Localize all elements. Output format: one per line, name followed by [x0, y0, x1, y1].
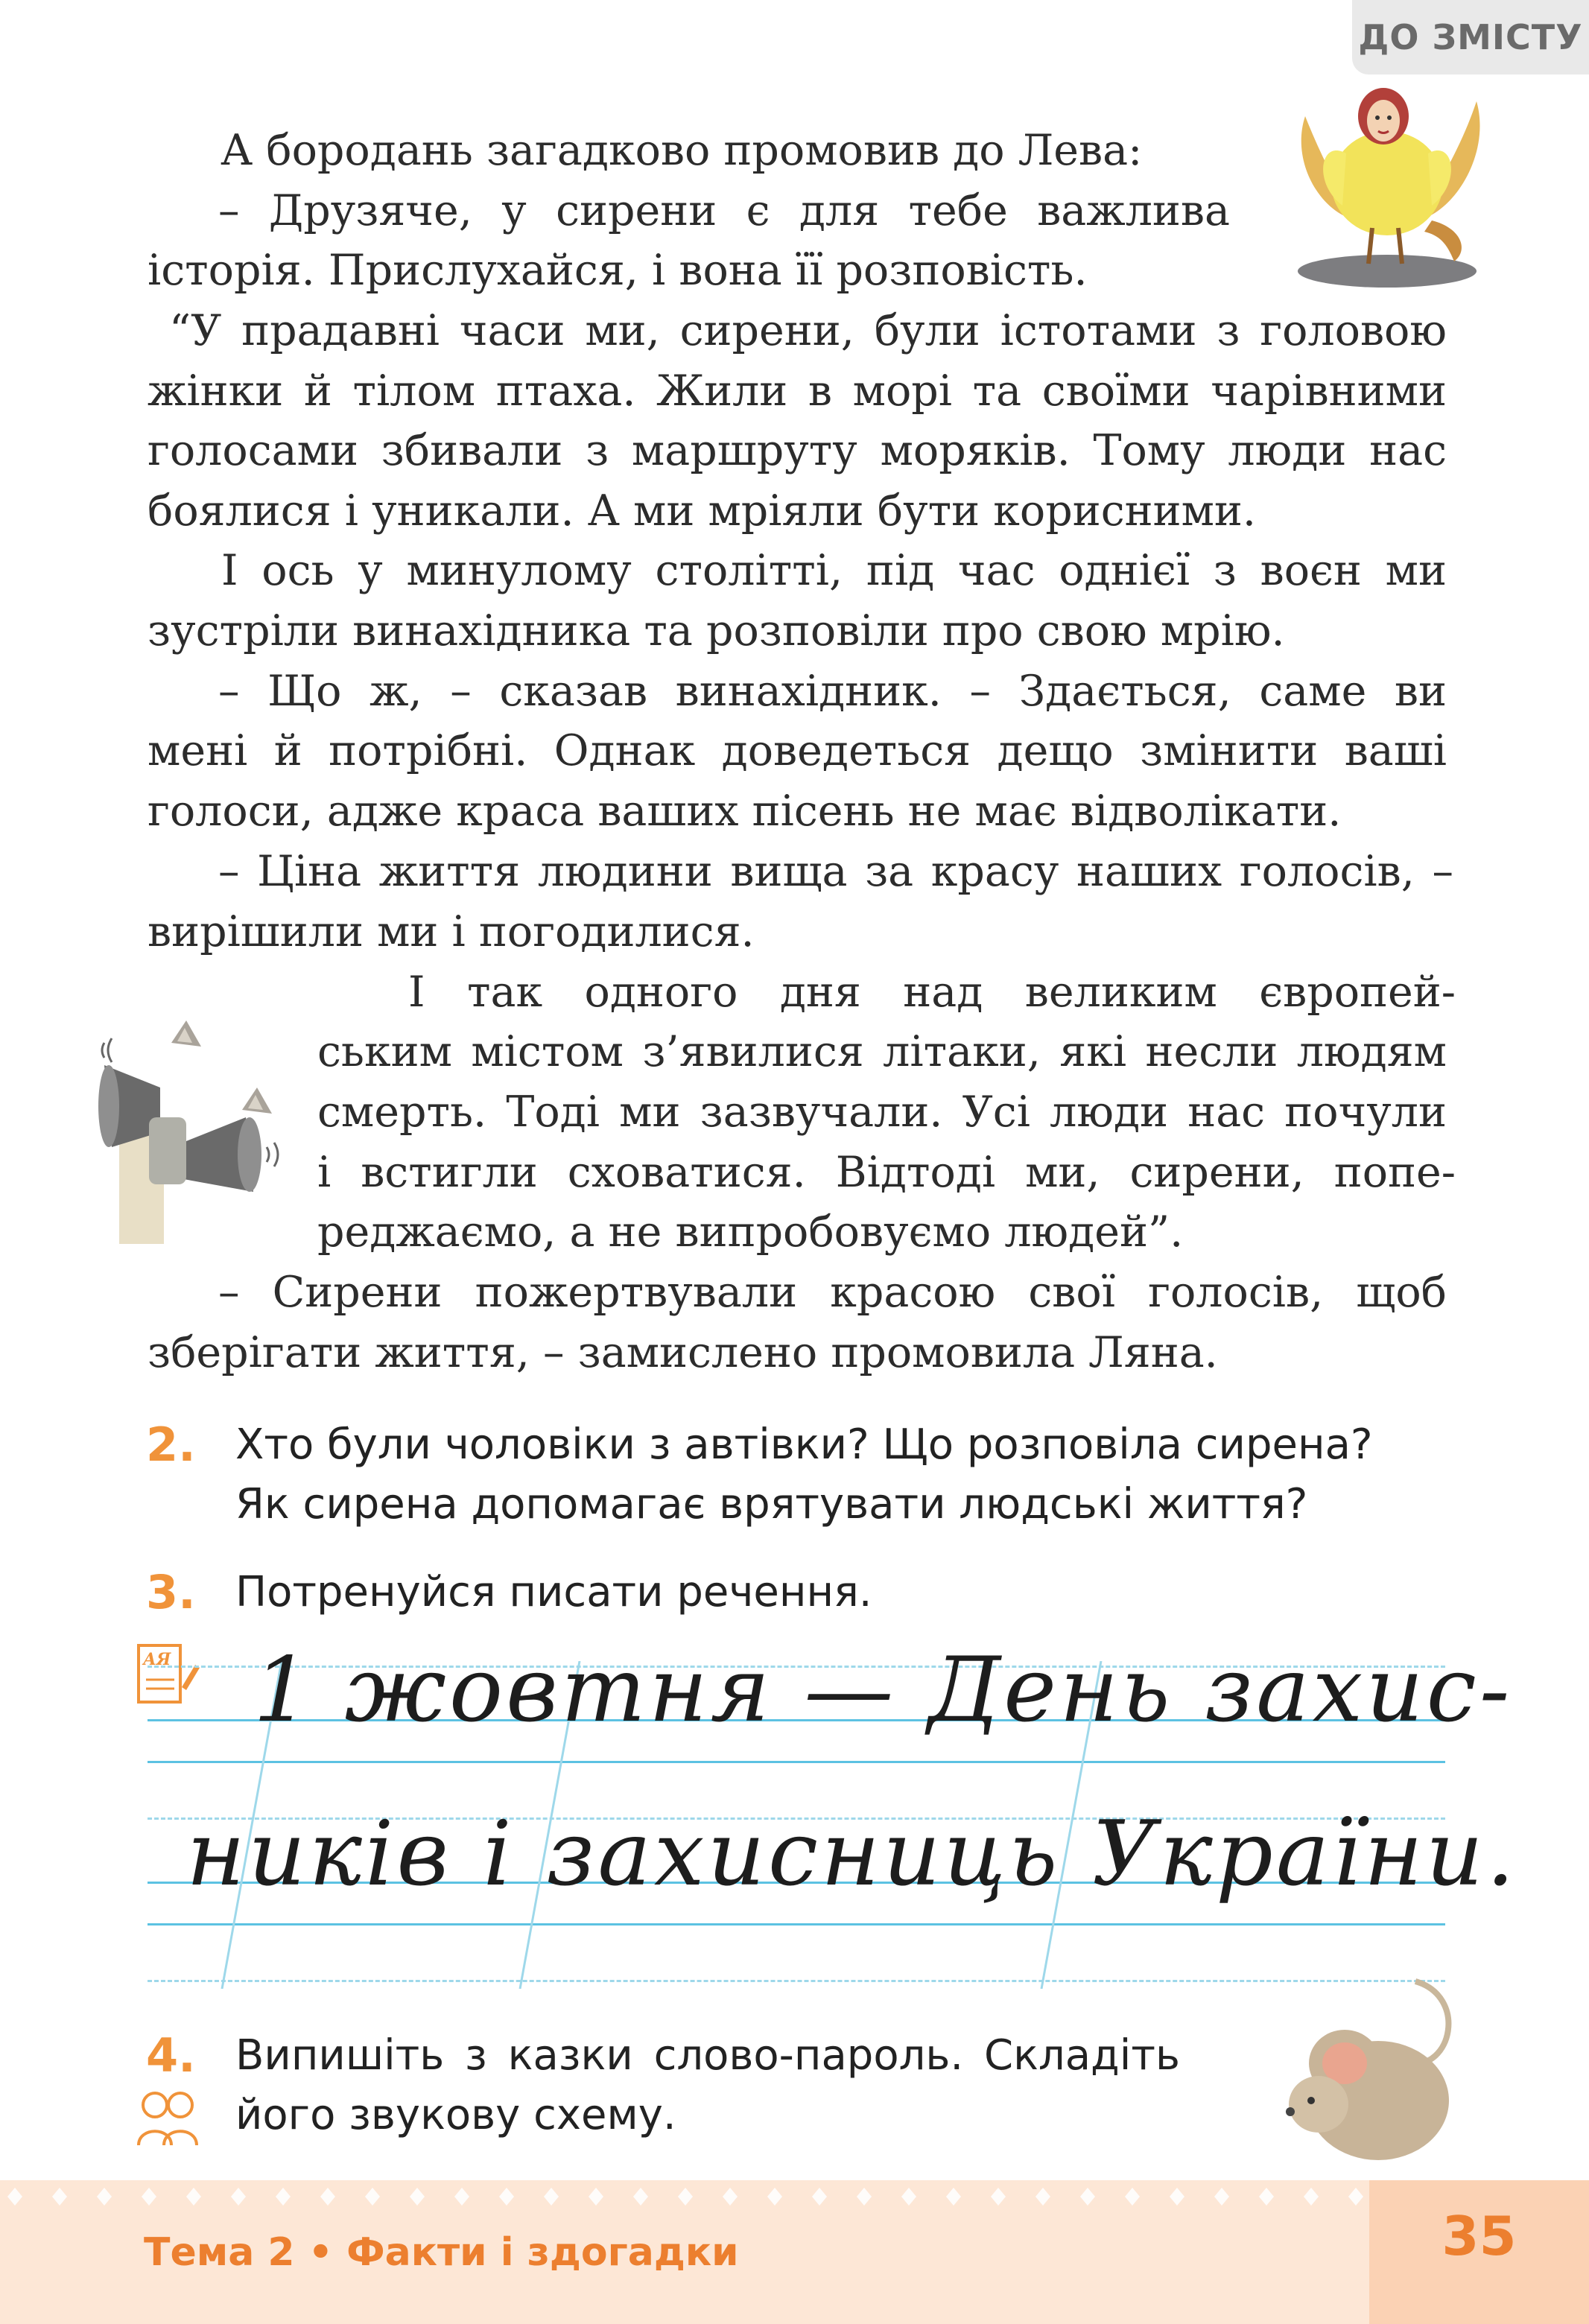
story-line: смерть. Тоді ми зазвучали. Усі люди нас почули — [317, 1088, 1447, 1137]
story-line: вирішили ми і погодилися. — [148, 907, 755, 956]
footer-title — [144, 2230, 739, 2275]
handwriting-line-2: ників і захисниць України. — [186, 1803, 1518, 1906]
story-line: “У прадавні часи ми, сирени, були істотами з головою — [169, 306, 1447, 355]
story-line: зустріли винахідника та розповіли про свою мрію. — [148, 606, 1285, 655]
task-2-number: 2. — [146, 1417, 196, 1472]
story-line: зберігати життя, – замислено промовила Ляна. — [148, 1328, 1218, 1377]
task-3-line: Потренуйся писати речення. — [235, 1568, 872, 1616]
story-line: – Сирени пожертвували красою свої голосів, щоб — [218, 1268, 1447, 1317]
story-line: і встигли сховатися. Відтоді ми, сирени, попе- — [317, 1148, 1456, 1197]
story-line: І так одного дня над великим європей- — [408, 968, 1456, 1017]
toc-label: ДО ЗМІСТУ — [1358, 17, 1583, 57]
story-line: реджаємо, а не випробовуємо людей”. — [317, 1207, 1184, 1257]
story-line: історія. Прислухайся, і вона її розповість. — [148, 246, 1088, 295]
task-3-number: 3. — [146, 1565, 196, 1619]
story-line: боялися і уникали. А ми мріяли бути корисними. — [148, 486, 1257, 536]
footer-topic: Тема 2 — [144, 2230, 295, 2275]
task-4-number: 4. — [146, 2028, 196, 2083]
story-line: – Що ж, – сказав винахідник. – Здається, саме ви — [218, 667, 1447, 716]
footer-ornament — [0, 2180, 1589, 2215]
story-line: жінки й тілом птаха. Жили в морі та своїми чарівними — [148, 366, 1447, 416]
story-line: І ось у минулому столітті, під час однієї з воєн ми — [221, 546, 1447, 595]
story-line: – Друзяче, у сирени є для тебе важлива — [218, 186, 1230, 235]
task-2-line: Як сирена допомагає врятувати людські життя? — [235, 1480, 1308, 1528]
task-4-line: Випишіть з казки слово-пароль. Складіть — [235, 2031, 1180, 2080]
pair-work-icon — [134, 2086, 201, 2153]
siren-bird-illustration — [1275, 72, 1499, 288]
footer-separator: • — [308, 2230, 333, 2275]
handwriting-icon-label: АЯ — [143, 1650, 171, 1669]
mouse-illustration — [1266, 1952, 1460, 2175]
task-2-line: Хто були чоловіки з автівки? Що розповіла сирена? — [235, 1420, 1373, 1469]
story-line: голоси, адже краса ваших пісень не має відволікати. — [148, 787, 1342, 836]
page-number: 35 — [1441, 2205, 1517, 2267]
handwriting-line-1: 1 жовтня — День захис- — [253, 1639, 1513, 1742]
footer-subtitle: Факти і здогадки — [346, 2230, 739, 2275]
story-line: – Ціна життя людини вища за красу наших голосів, – — [218, 847, 1453, 896]
story-line: ським містом з’явилися літаки, які несли людям — [317, 1027, 1447, 1076]
toc-button[interactable] — [1352, 0, 1589, 74]
air-raid-siren-illustration — [89, 1006, 298, 1244]
task-4-line: його звукову схему. — [235, 2091, 676, 2139]
story-line: голосами збивали з маршруту моряків. Тому люди нас — [148, 426, 1447, 475]
story-line: А бородань загадково промовив до Лева: — [221, 126, 1143, 175]
story-line: мені й потрібні. Однак доведеться дещо змінити ваші — [148, 726, 1447, 775]
